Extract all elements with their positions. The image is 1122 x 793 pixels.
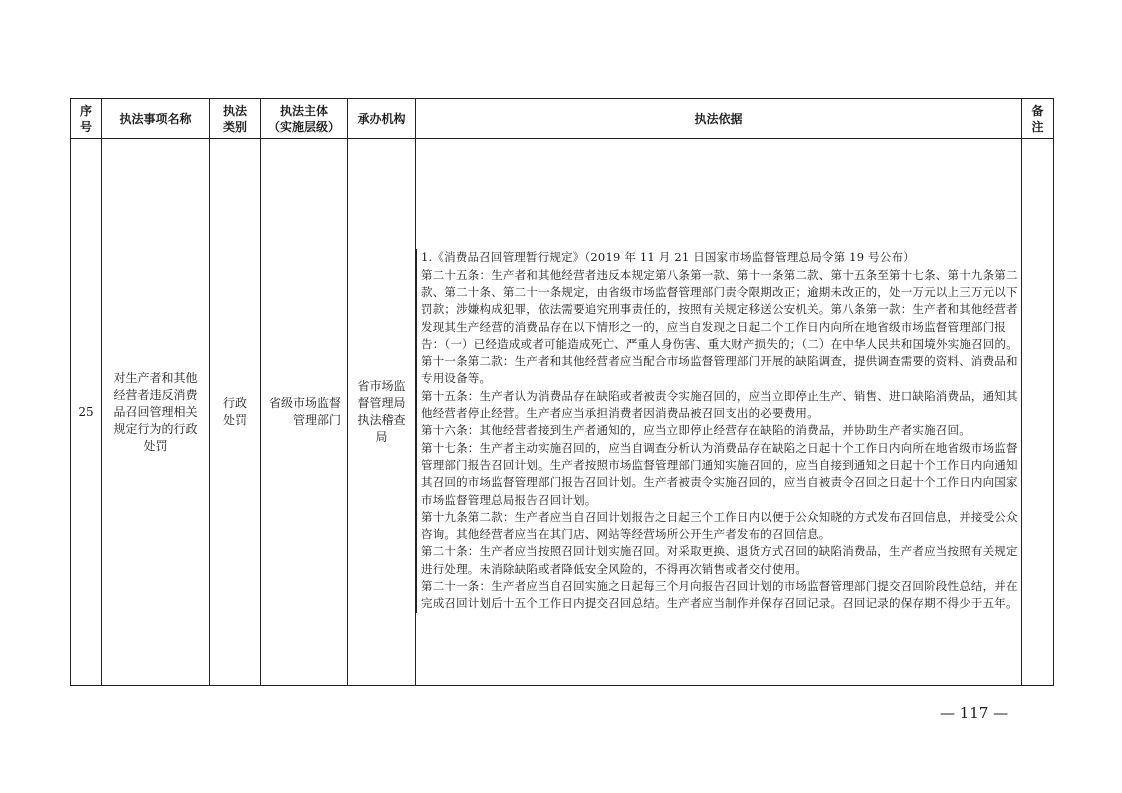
row-item-name: 对生产者和其他经营者违反消费品召回管理相关规定行为的行政处罚 bbox=[102, 139, 210, 686]
basis-paragraph: 第二十一条：生产者应当自召回实施之日起每三个月向报告召回计划的市场监督管理部门提交召回阶段性总结，并在完成召回计划后十五个工作日内提交召回总结。生产者应当制作并保存召回记录。召回记录的保存期不得少于五年。 bbox=[421, 579, 1018, 611]
table-row bbox=[71, 139, 1054, 686]
header-subject-line2: （实施层级） bbox=[267, 119, 340, 134]
basis-text bbox=[416, 249, 1021, 612]
enforcement-table bbox=[70, 98, 1054, 686]
header-basis: 执法依据 bbox=[416, 99, 1022, 139]
header-subject bbox=[261, 99, 348, 139]
header-org: 承办机构 bbox=[348, 99, 416, 139]
basis-paragraph: 第十六条：其他经营者接到生产者通知的，应当立即停止经营存在缺陷的消费品，并协助生产者实施召回。 bbox=[421, 423, 971, 438]
basis-paragraph: 第十七条：生产者主动实施召回的，应当自调查分析认为消费品存在缺陷之日起十个工作日内向所在地省级市场监督管理部门报告召回计划。生产者按照市场监督管理部门通知实施召回的，应当自接到通知之日起十个工作日内向通知其召回的市场监督管理部门报告召回计划。生产者被责令实施召回的，应当自被责令召回之日起十个工作日内向国家市场监督管理总局报告召回计划。 bbox=[421, 440, 1018, 507]
row-org: 省市场监督管理局执法稽查局 bbox=[348, 139, 416, 686]
header-category: 执法类别 bbox=[210, 99, 261, 139]
row-subject: 省级市场监督管理部门 bbox=[261, 139, 348, 686]
row-category: 行政处罚 bbox=[210, 139, 261, 686]
header-note: 备注 bbox=[1022, 99, 1054, 139]
basis-paragraph: 1.《消费品召回管理暂行规定》（2019 年 11 月 21 日国家市场监督管理总局令第 19 号公布） bbox=[421, 250, 915, 265]
header-seq: 序号 bbox=[71, 99, 102, 139]
header-row bbox=[71, 99, 1054, 139]
basis-paragraph: 第十九条第二款：生产者应当自召回计划报告之日起三个工作日内以便于公众知晓的方式发布召回信息，并接受公众咨询。其他经营者应当在其门店、网站等经营场所公开生产者发布的召回信息。 bbox=[421, 509, 1018, 542]
header-item: 执法事项名称 bbox=[102, 99, 210, 139]
basis-paragraph: 第十五条：生产者认为消费品存在缺陷或者被责令实施召回的，应当立即停止生产、销售、进口缺陷消费品，通知其他经营者停止经营。生产者应当承担消费者因消费品被召回支出的必要费用。 bbox=[421, 388, 1018, 421]
page-number: — 117 — bbox=[940, 704, 1009, 722]
row-note bbox=[1022, 139, 1054, 686]
row-seq: 25 bbox=[71, 139, 102, 686]
row-basis bbox=[416, 139, 1022, 686]
basis-paragraph: 第二十条：生产者应当按照召回计划实施召回。对采取更换、退货方式召回的缺陷消费品，生产者应当按照有关规定进行处理。未消除缺陷或者降低安全风险的，不得再次销售或者交付使用。 bbox=[421, 544, 1018, 576]
header-subject-line1: 执法主体 bbox=[279, 103, 328, 118]
basis-paragraph: 第二十五条：生产者和其他经营者违反本规定第八条第一款、第十一条第二款、第十五条至第十七条、第十九条第二款、第二十条、第二十一条规定，由省级市场监督管理部门责令限期改正；逾期未改正的，处一万元以上三万元以下罚款；涉嫌构成犯罪，依法需要追究刑事责任的，按照有关规定移送公安机关。第八条第一款：生产者和其他经营者发现其生产经营的消费品存在以下情形之一的，应当自发现之日起二个工作日内向所在地省级市场监督管理部门报告：（一）已经造成或者可能造成死亡、严重人身伤害、重大财产损失的；（二）在中华人民共和国境外实施召回的。第十一条第二款：生产者和其他经营者应当配合市场监督管理部门开展的缺陷调查，提供调查需要的资料、消费品和专用设备等。 bbox=[421, 267, 1018, 386]
